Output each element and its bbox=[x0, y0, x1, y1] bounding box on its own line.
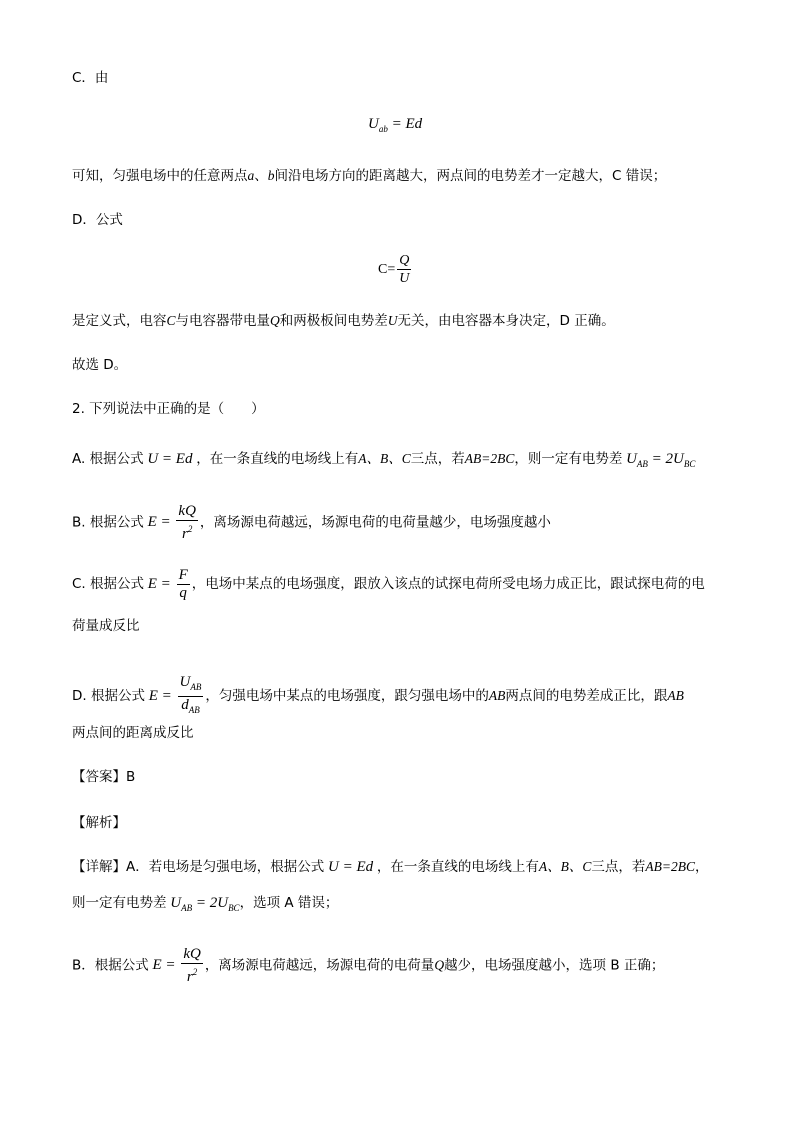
var-ab: AB bbox=[488, 687, 506, 703]
text: A. 根据公式 bbox=[72, 451, 144, 467]
detail-line-2 bbox=[72, 893, 338, 918]
text: ，电场中某点的电场强度，跟放入该点的试探电荷所受电场力成正比，跟试探电荷的电 bbox=[191, 575, 705, 592]
formula-e-kq-r2: E = $\frac{kQ}{r^2}$ bbox=[148, 946, 201, 985]
var-c: C bbox=[166, 313, 176, 328]
text: 和两极板间电势差 bbox=[279, 313, 388, 329]
option-d-label: D．公式 bbox=[72, 212, 123, 228]
points: A、B、C bbox=[538, 859, 592, 874]
formula-uab-2ubc: $U_{AB} = 2U_{BC}$ bbox=[622, 451, 696, 469]
text: 间沿电场方向的距离越大，两点间的电势差才一定越大，C 错误； bbox=[274, 168, 667, 184]
text: C. 根据公式 bbox=[72, 575, 145, 592]
text: 三点，若 bbox=[410, 451, 465, 467]
text: 是定义式，电容 bbox=[72, 313, 167, 329]
q2-option-b bbox=[72, 503, 551, 543]
formula-uab-2ubc: $U_{AB} = 2U_{BC}$ bbox=[166, 895, 240, 913]
sep: 、 bbox=[254, 168, 268, 184]
formula-text: $U_{ab} = Ed$ bbox=[368, 116, 423, 134]
q2-option-d bbox=[72, 674, 684, 719]
var-ab: AB bbox=[667, 687, 684, 703]
text: ，则一定有电势差 bbox=[514, 451, 623, 467]
formula-u-ab-ed bbox=[368, 116, 422, 134]
q2-option-c-cont: 荷量成反比 bbox=[72, 618, 140, 634]
text: ，选项 A 错误； bbox=[239, 895, 339, 911]
var-a: a bbox=[247, 168, 255, 183]
option-d-explanation bbox=[72, 311, 615, 331]
analysis-label: 【解析】 bbox=[72, 815, 126, 831]
text: ， bbox=[694, 859, 709, 875]
option-c-label: C．由 bbox=[72, 70, 109, 86]
choice-conclusion: 故选 D。 bbox=[72, 357, 128, 373]
text: 与电容器带电量 bbox=[175, 313, 271, 329]
var-u: U bbox=[387, 313, 398, 328]
formula-c-q-u bbox=[378, 252, 413, 287]
relation: AB=2BC bbox=[464, 451, 515, 466]
q2-option-a bbox=[72, 449, 695, 474]
formula-u-ed: U = Ed bbox=[324, 859, 377, 875]
text: ，在一条直线的电场线上有 bbox=[196, 451, 359, 467]
text: 两点间的电势差成正比，跟 bbox=[505, 687, 668, 704]
answer-line bbox=[72, 767, 135, 787]
text: B. 根据公式 bbox=[72, 514, 144, 531]
text: 可知，匀强电场中的任意两点 bbox=[72, 168, 248, 184]
q2-option-d-cont: 两点间的距离成反比 bbox=[72, 725, 194, 741]
formula-e-uab-dab: E = $\frac{U_{AB}}{d_{AB}}$ bbox=[144, 674, 202, 715]
text: ，离场源电荷越远，场源电荷的电荷量 bbox=[204, 957, 435, 974]
formula-e-kq-r2: E = $\frac{kQ}{r^2}$ bbox=[143, 503, 196, 542]
var-q: Q bbox=[270, 313, 280, 328]
detail-line-3 bbox=[72, 946, 664, 986]
text: B．根据公式 bbox=[72, 957, 149, 974]
var-b: b bbox=[267, 168, 275, 183]
text: ，匀强电场中某点的电场强度，跟匀强电场中的 bbox=[205, 687, 489, 704]
option-c-explanation bbox=[72, 166, 666, 186]
q2-option-c bbox=[72, 567, 705, 602]
relation: AB=2BC bbox=[645, 859, 695, 874]
answer-value: B bbox=[126, 769, 136, 785]
var-q: Q bbox=[434, 957, 445, 973]
points: A、B、C bbox=[358, 451, 411, 466]
formula-e-f-q: E = $\frac{F}{q}$ bbox=[144, 567, 188, 601]
text: D. 根据公式 bbox=[72, 687, 145, 704]
question-2-stem: 2. 下列说法中正确的是（ ） bbox=[72, 401, 265, 417]
detail-line-1 bbox=[72, 857, 708, 877]
answer-label: 【答案】 bbox=[72, 769, 126, 785]
formula-u-ed: U = Ed bbox=[143, 451, 197, 467]
text: 三点，若 bbox=[591, 859, 646, 875]
formula-text: C= $\frac{Q}{U}$ bbox=[378, 253, 410, 286]
text: 则一定有电势差 bbox=[72, 895, 167, 911]
text: ，在一条直线的电场线上有 bbox=[376, 859, 539, 875]
text: 【详解】A．若电场是匀强电场，根据公式 bbox=[72, 859, 325, 875]
text: 越少，电场强度越小，选项 B 正确； bbox=[444, 957, 665, 974]
text: 无关，由电容器本身决定，D 正确。 bbox=[397, 313, 615, 329]
text: ，离场源电荷越远，场源电荷的电荷量越少，电场强度越小 bbox=[199, 514, 551, 531]
